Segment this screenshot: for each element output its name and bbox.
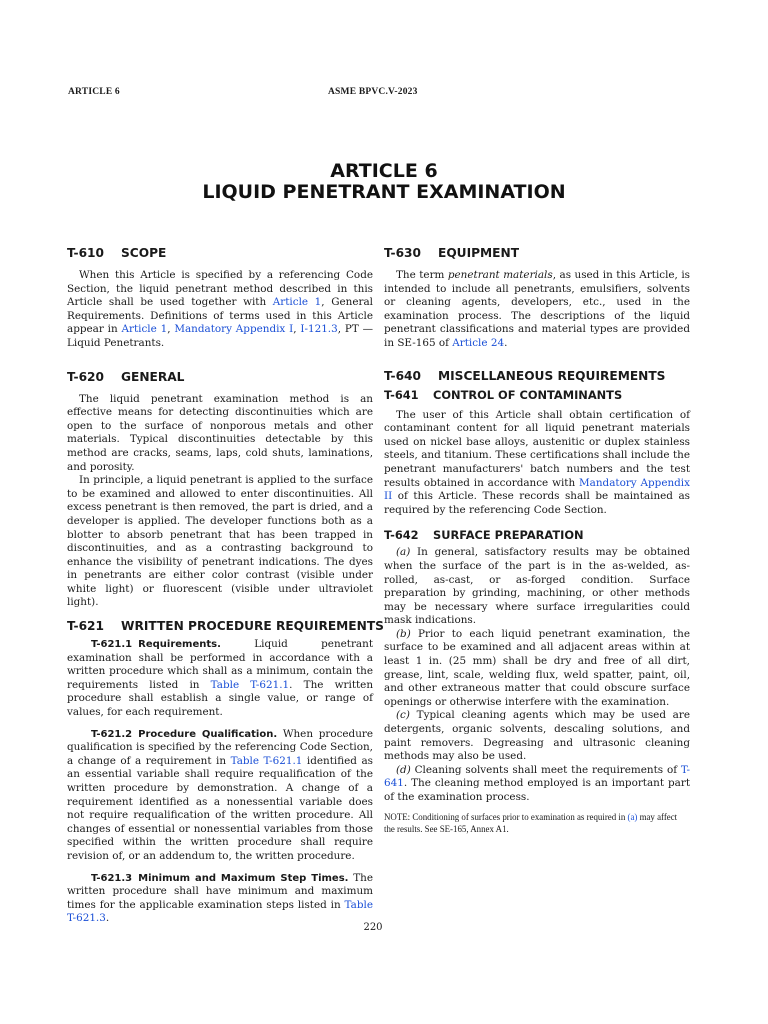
link-table-t621-1-b[interactable]: Table T-621.1 xyxy=(230,754,303,767)
running-header-left: ARTICLE 6 xyxy=(68,87,120,97)
paragraph-prep-c: (c) Typical cleaning agents which may be used are detergents, organic solvents, descaling solutions, and paint removers. Degreasing and ultrasonic cleaning methods may also be used. xyxy=(384,709,690,763)
link-t641[interactable]: T-641 xyxy=(384,763,690,790)
subsection-title: Procedure Qualification. xyxy=(138,728,278,740)
section-number: T-621 xyxy=(67,619,105,634)
heading-t640 xyxy=(384,368,690,384)
paragraph-general-1: The liquid penetrant examination method is an effective means for detecting discontinuities which are open to the surface of nonporous metals and other materials. Typical discontinuities detectable by this method are cracks, seams, laps, cold shuts, laminations, and porosity. xyxy=(67,392,373,473)
right-column xyxy=(384,245,690,835)
heading-t642 xyxy=(384,528,690,543)
heading-t641 xyxy=(384,388,690,403)
paragraph-t621-2: T-621.2 Procedure Qualification. When procedure qualification is specified by the referencing Code Section, a change of a requirement in Table T-621.1 identified as an essential variable shall require requalification of the written procedure by demonstration. A change of a requirement identified as a nonessential variable does not require requalification of the written procedure. All changes of essential or nonessential variables from those specified within the written procedure shall require revision of, or an addendum to, the written procedure. xyxy=(67,727,374,862)
section-number: T-641 xyxy=(384,387,419,402)
subsection-title: Minimum and Maximum Step Times. xyxy=(138,872,349,884)
section-title: MISCELLANEOUS REQUIREMENTS xyxy=(438,368,666,383)
article-title: LIQUID PENETRANT EXAMINATION xyxy=(202,181,566,203)
link-article-1[interactable]: Article 1 xyxy=(272,296,322,309)
section-number: T-630 xyxy=(384,246,422,260)
paragraph-prep-d: (d) Cleaning solvents shall meet the requirements of T-641. The cleaning method employed is an important part of the examination process. xyxy=(384,763,690,803)
paragraph-prep-b: (b) Prior to each liquid penetrant examination, the surface to be examined and all adjacent areas within at least 1 in. (25 mm) shall be dry and free of all dirt, grease, lint, scale, welding flux, weld spatter, paint, oil, and other extraneous matter that could obscure surface openings or otherwise interfere with the examination. xyxy=(384,627,690,708)
term-penetrant-materials: penetrant materials xyxy=(447,269,553,281)
link-article-1-defs[interactable]: Article 1 xyxy=(121,323,168,336)
subsection-number: T-621.1 xyxy=(91,639,133,651)
paragraph-t621-1: T-621.1 Requirements. Liquid penetrant examination shall be performed in accordance with a written procedure which shall as a minimum, contain the requirements listed in Table T-621.1. The written procedure shall establish a single value, or range of values, for each requirement. xyxy=(67,638,374,719)
section-number: T-610 xyxy=(67,246,105,260)
link-mandatory-appendix-i[interactable]: Mandatory Appendix I xyxy=(174,323,294,336)
section-title: SCOPE xyxy=(121,246,167,260)
section-title: CONTROL OF CONTAMINANTS xyxy=(433,387,623,402)
running-header-center: ASME BPVC.V-2023 xyxy=(328,87,418,97)
link-note-a[interactable]: (a) xyxy=(627,811,638,822)
section-title: GENERAL xyxy=(121,369,185,384)
paragraph-equipment: The term penetrant materials, as used in this Article, is intended to include all penetrants, emulsifiers, solvents or cleaning agents, developers, etc., used in the examination process. The descriptions of the liquid penetrant classifications and material types are provided in SE-165 of Article 24. xyxy=(384,269,690,349)
heading-t620 xyxy=(67,369,373,385)
note: NOTE: Conditioning of surfaces prior to examination as required in (a) may affect the results. See SE-165, Annex A1. xyxy=(384,811,678,834)
section-number: T-640 xyxy=(384,368,422,383)
article-number: ARTICLE 6 xyxy=(330,160,438,182)
heading-t630 xyxy=(384,245,690,261)
subsection-number: T-621.3 xyxy=(91,872,133,884)
link-table-t621-1[interactable]: Table T-621.1 xyxy=(210,678,290,691)
heading-t621 xyxy=(67,618,384,634)
link-i-121-3[interactable]: I-121.3 xyxy=(300,323,338,336)
subsection-title: Requirements. xyxy=(138,639,221,651)
section-number: T-642 xyxy=(384,528,419,543)
section-title: WRITTEN PROCEDURE REQUIREMENTS xyxy=(121,619,384,634)
link-mandatory-appendix-ii[interactable]: Mandatory Appendix II xyxy=(384,476,690,503)
paragraph-prep-a: (a) In general, satisfactory results may be obtained when the surface of the part is in the as-welded, as-rolled, as-cast, or as-forged condition. Surface preparation by grinding, machining, or other methods may be necessary where surface irregularities could mask indications. xyxy=(384,546,690,627)
paragraph-general-2: In principle, a liquid penetrant is applied to the surface to be examined and allowed to enter discontinuities. All excess penetrant is then removed, the part is dried, and a developer is applied. The developer functions both as a blotter to absorb penetrant that has been trapped in discontinuities, and as a contrasting background to enhance the visibility of penetrant indications. The dyes in penetrants are either color contrast (visible under white light) or fluorescent (visible under ultraviolet light). xyxy=(67,474,373,609)
page-number: 220 xyxy=(363,922,383,933)
heading-t610 xyxy=(67,245,373,261)
paragraph-scope: When this Article is specified by a referencing Code Section, the liquid penetrant method described in this Article shall be used together with Article 1, General Requirements. Definitions of terms used in this Article appear in Article 1, Mandatory Appendix I, I-121.3, PT — Liquid Penetrants. xyxy=(67,269,374,349)
left-column xyxy=(67,245,384,926)
section-title: SURFACE PREPARATION xyxy=(433,528,584,543)
link-table-t621-3[interactable]: Table T-621.3 xyxy=(67,898,373,925)
paragraph-contaminants: The user of this Article shall obtain certification of contaminant content for all liquid penetrant materials used on nickel base alloys, austenitic or duplex stainless steels, and titanium. These certifications shall include the penetrant manufacturers' batch numbers and the test results obtained in accordance with Mandatory Appendix II of this Article. These records shall be maintained as required by the referencing Code Section. xyxy=(384,408,690,516)
section-number: T-620 xyxy=(67,369,105,384)
link-article-24[interactable]: Article 24 xyxy=(452,336,505,349)
subsection-number: T-621.2 xyxy=(91,728,133,740)
paragraph-t621-3: T-621.3 Minimum and Maximum Step Times. The written procedure shall have minimum and maximum times for the applicable examination steps listed in Table T-621.3. xyxy=(67,871,373,925)
section-title: EQUIPMENT xyxy=(438,246,520,260)
